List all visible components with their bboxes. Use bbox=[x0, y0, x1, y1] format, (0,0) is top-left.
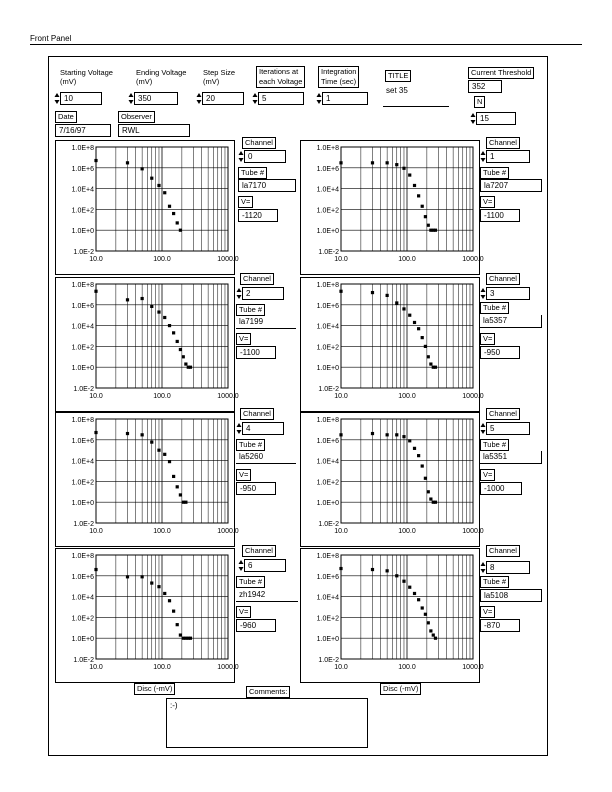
tube-label: Tube # bbox=[480, 439, 509, 451]
data-point bbox=[421, 606, 424, 609]
plot-svg bbox=[56, 413, 239, 546]
y-tick-label: 1.0E-2 bbox=[318, 657, 339, 664]
data-point bbox=[402, 307, 405, 310]
channel-control[interactable] bbox=[236, 422, 284, 435]
data-point bbox=[386, 433, 389, 436]
data-point bbox=[402, 167, 405, 170]
y-tick-label: 1.0E+0 bbox=[71, 228, 94, 236]
data-point bbox=[434, 501, 437, 504]
y-tick-label: 1.0E+8 bbox=[71, 145, 94, 152]
data-point bbox=[182, 355, 185, 358]
tube-field[interactable]: la7170 bbox=[238, 179, 296, 192]
tube-field[interactable]: zh1942 bbox=[236, 589, 298, 602]
data-point bbox=[429, 497, 432, 500]
data-point bbox=[94, 290, 97, 293]
voltage-field[interactable]: -1100 bbox=[480, 209, 520, 222]
channel-label: Channel bbox=[486, 273, 520, 285]
tube-field[interactable]: la5260 bbox=[236, 451, 296, 464]
channel-field[interactable]: 8 bbox=[486, 561, 530, 574]
channel-label: Channel bbox=[486, 408, 520, 420]
y-tick-label: 1.0E-2 bbox=[318, 249, 339, 256]
data-point bbox=[172, 610, 175, 613]
x-tick-label: 100.0 bbox=[153, 393, 171, 400]
channel-field[interactable]: 3 bbox=[486, 287, 530, 300]
data-point bbox=[163, 592, 166, 595]
y-tick-label: 1.0E+6 bbox=[316, 165, 339, 173]
plot-svg bbox=[56, 278, 239, 411]
end-voltage-field[interactable]: 350 bbox=[134, 92, 178, 105]
y-tick-label: 1.0E+2 bbox=[316, 344, 339, 352]
data-point bbox=[168, 324, 171, 327]
iterations-label: Iterations at each Voltage bbox=[256, 66, 305, 88]
data-point bbox=[176, 221, 179, 224]
data-point bbox=[126, 575, 129, 578]
voltage-label: V= bbox=[480, 469, 495, 481]
y-tick-label: 1.0E+6 bbox=[71, 302, 94, 310]
data-point bbox=[421, 464, 424, 467]
tube-field[interactable]: la5108 bbox=[480, 589, 542, 602]
data-point bbox=[413, 184, 416, 187]
plot-channel-4 bbox=[55, 412, 239, 547]
plot-svg bbox=[301, 549, 484, 682]
observer-field[interactable]: RWL bbox=[118, 124, 190, 137]
data-point bbox=[94, 568, 97, 571]
data-point bbox=[179, 229, 182, 232]
channel-control[interactable] bbox=[238, 559, 286, 572]
header-divider bbox=[30, 44, 582, 45]
start-voltage-control[interactable] bbox=[54, 92, 102, 105]
x-tick-label: 100.0 bbox=[398, 664, 416, 671]
data-point bbox=[163, 316, 166, 319]
data-point bbox=[150, 441, 153, 444]
data-point bbox=[176, 340, 179, 343]
channel-field[interactable]: 0 bbox=[244, 150, 286, 163]
data-point bbox=[168, 599, 171, 602]
data-point bbox=[421, 336, 424, 339]
data-point bbox=[386, 569, 389, 572]
channel-label: Channel bbox=[486, 545, 520, 557]
x-tick-label: 10.0 bbox=[89, 393, 103, 400]
title-label: TITLE bbox=[385, 70, 411, 82]
y-tick-label: 1.0E-2 bbox=[318, 386, 339, 393]
x-tick-label: 100.0 bbox=[398, 256, 416, 263]
data-point bbox=[395, 301, 398, 304]
tube-label: Tube # bbox=[480, 302, 509, 314]
data-point bbox=[424, 477, 427, 480]
plot-svg bbox=[56, 141, 239, 274]
data-point bbox=[184, 362, 187, 365]
x-tick-label: 10.0 bbox=[334, 256, 348, 263]
disc-axis-label: Disc (-mV) bbox=[380, 683, 421, 695]
n-label: N bbox=[474, 96, 485, 108]
y-tick-label: 1.0E+4 bbox=[71, 323, 94, 331]
y-tick-label: 1.0E+0 bbox=[71, 500, 94, 508]
data-point bbox=[189, 366, 192, 369]
tube-field[interactable]: la5351 bbox=[480, 451, 542, 464]
voltage-field[interactable]: -950 bbox=[236, 482, 276, 495]
plot-channel-1 bbox=[300, 140, 484, 275]
y-tick-label: 1.0E+0 bbox=[316, 365, 339, 373]
data-point bbox=[427, 355, 430, 358]
data-point bbox=[417, 598, 420, 601]
channel-control[interactable] bbox=[480, 150, 530, 163]
voltage-label: V= bbox=[236, 469, 251, 481]
iterations-field[interactable]: 5 bbox=[258, 92, 304, 105]
y-tick-label: 1.0E+0 bbox=[71, 636, 94, 644]
x-tick-label: 1000.0 bbox=[217, 393, 239, 400]
y-tick-label: 1.0E-2 bbox=[73, 521, 94, 528]
data-point bbox=[126, 432, 129, 435]
y-tick-label: 1.0E+8 bbox=[316, 282, 339, 289]
tube-label: Tube # bbox=[236, 304, 265, 316]
y-tick-label: 1.0E+2 bbox=[71, 344, 94, 352]
x-tick-label: 100.0 bbox=[398, 528, 416, 535]
data-point bbox=[402, 435, 405, 438]
y-tick-label: 1.0E-2 bbox=[318, 521, 339, 528]
data-point bbox=[408, 439, 411, 442]
y-tick-label: 1.0E+4 bbox=[316, 323, 339, 331]
panel-title: Front Panel bbox=[30, 34, 72, 43]
data-point bbox=[427, 490, 430, 493]
end-voltage-control[interactable] bbox=[128, 92, 178, 105]
observer-label: Observer bbox=[118, 111, 155, 123]
y-tick-label: 1.0E+2 bbox=[71, 479, 94, 487]
data-point bbox=[157, 449, 160, 452]
y-tick-label: 1.0E+8 bbox=[71, 417, 94, 424]
data-point bbox=[339, 567, 342, 570]
data-point bbox=[371, 291, 374, 294]
comments-label: Comments: bbox=[246, 686, 290, 698]
data-point bbox=[429, 362, 432, 365]
data-point bbox=[395, 574, 398, 577]
y-tick-label: 1.0E+0 bbox=[316, 500, 339, 508]
plot-svg bbox=[56, 549, 239, 682]
x-tick-label: 100.0 bbox=[153, 528, 171, 535]
x-tick-label: 10.0 bbox=[334, 664, 348, 671]
data-point bbox=[172, 475, 175, 478]
data-point bbox=[417, 194, 420, 197]
data-point bbox=[163, 191, 166, 194]
data-point bbox=[371, 568, 374, 571]
plot-channel-2 bbox=[55, 277, 239, 412]
y-tick-label: 1.0E+4 bbox=[71, 594, 94, 602]
data-point bbox=[150, 581, 153, 584]
data-point bbox=[413, 447, 416, 450]
y-tick-label: 1.0E-2 bbox=[73, 249, 94, 256]
y-tick-label: 1.0E+2 bbox=[316, 207, 339, 215]
data-point bbox=[408, 586, 411, 589]
voltage-label: V= bbox=[236, 606, 251, 618]
channel-label: Channel bbox=[240, 408, 274, 420]
channel-field[interactable]: 5 bbox=[486, 422, 530, 435]
data-point bbox=[172, 212, 175, 215]
current-threshold-label: Current Threshold bbox=[468, 67, 534, 79]
tube-label: Tube # bbox=[238, 167, 267, 179]
data-point bbox=[339, 433, 342, 436]
x-tick-label: 10.0 bbox=[89, 528, 103, 535]
y-tick-label: 1.0E-2 bbox=[73, 386, 94, 393]
data-point bbox=[189, 637, 192, 640]
data-point bbox=[141, 167, 144, 170]
x-tick-label: 1000.0 bbox=[462, 256, 484, 263]
plot-channel-8 bbox=[300, 548, 484, 683]
data-point bbox=[408, 314, 411, 317]
tube-field[interactable]: la7199 bbox=[236, 316, 296, 329]
data-point bbox=[434, 637, 437, 640]
data-point bbox=[402, 580, 405, 583]
y-tick-label: 1.0E+8 bbox=[71, 282, 94, 289]
data-point bbox=[339, 161, 342, 164]
y-tick-label: 1.0E+8 bbox=[316, 553, 339, 560]
channel-label: Channel bbox=[242, 137, 276, 149]
data-point bbox=[163, 453, 166, 456]
data-point bbox=[176, 485, 179, 488]
voltage-field[interactable]: -960 bbox=[236, 619, 276, 632]
y-tick-label: 1.0E+4 bbox=[316, 186, 339, 194]
iterations-control[interactable] bbox=[252, 92, 304, 105]
x-tick-label: 1000.0 bbox=[462, 528, 484, 535]
x-tick-label: 10.0 bbox=[334, 393, 348, 400]
tube-label: Tube # bbox=[480, 167, 509, 179]
step-size-label: Step Size (mV) bbox=[203, 68, 236, 86]
tube-label: Tube # bbox=[236, 576, 265, 588]
plot-channel-3 bbox=[300, 277, 484, 412]
voltage-field[interactable]: -1120 bbox=[238, 209, 278, 222]
data-point bbox=[386, 161, 389, 164]
tube-label: Tube # bbox=[236, 439, 265, 451]
channel-label: Channel bbox=[242, 545, 276, 557]
channel-field[interactable]: 1 bbox=[486, 150, 530, 163]
step-size-control[interactable] bbox=[196, 92, 244, 105]
y-tick-label: 1.0E+6 bbox=[316, 573, 339, 581]
voltage-field[interactable]: -950 bbox=[480, 346, 520, 359]
voltage-label: V= bbox=[480, 196, 495, 208]
x-tick-label: 100.0 bbox=[153, 664, 171, 671]
data-point bbox=[434, 229, 437, 232]
integration-field[interactable]: 1 bbox=[322, 92, 368, 105]
data-point bbox=[141, 433, 144, 436]
data-point bbox=[371, 432, 374, 435]
voltage-label: V= bbox=[480, 606, 495, 618]
integration-label: Integration Time (sec) bbox=[318, 66, 359, 88]
channel-control[interactable] bbox=[480, 561, 530, 574]
comments-field[interactable]: :-) bbox=[166, 698, 368, 748]
data-point bbox=[141, 575, 144, 578]
data-point bbox=[179, 493, 182, 496]
x-tick-label: 1000.0 bbox=[217, 256, 239, 263]
tube-label: Tube # bbox=[480, 576, 509, 588]
data-point bbox=[432, 633, 435, 636]
data-point bbox=[126, 298, 129, 301]
data-point bbox=[150, 177, 153, 180]
data-point bbox=[157, 310, 160, 313]
end-voltage-label: Ending Voltage (mV) bbox=[136, 68, 187, 86]
data-point bbox=[371, 161, 374, 164]
data-point bbox=[94, 431, 97, 434]
data-point bbox=[417, 454, 420, 457]
y-tick-label: 1.0E+6 bbox=[71, 437, 94, 445]
y-tick-label: 1.0E+0 bbox=[71, 365, 94, 373]
data-point bbox=[413, 592, 416, 595]
plot-svg bbox=[301, 413, 484, 546]
y-tick-label: 1.0E+6 bbox=[71, 573, 94, 581]
y-tick-label: 1.0E+8 bbox=[316, 145, 339, 152]
channel-field[interactable]: 4 bbox=[242, 422, 284, 435]
data-point bbox=[184, 501, 187, 504]
channel-label: Channel bbox=[240, 273, 274, 285]
data-point bbox=[172, 331, 175, 334]
x-tick-label: 100.0 bbox=[398, 393, 416, 400]
plot-channel-5 bbox=[300, 412, 484, 547]
x-tick-label: 100.0 bbox=[153, 256, 171, 263]
y-tick-label: 1.0E+2 bbox=[71, 615, 94, 623]
channel-control[interactable] bbox=[236, 287, 284, 300]
plot-svg bbox=[301, 278, 484, 411]
data-point bbox=[176, 623, 179, 626]
n-field[interactable]: 15 bbox=[476, 112, 516, 125]
data-point bbox=[94, 159, 97, 162]
data-point bbox=[408, 173, 411, 176]
data-point bbox=[429, 629, 432, 632]
start-voltage-label: Starting Voltage (mV) bbox=[60, 68, 113, 86]
data-point bbox=[179, 633, 182, 636]
plot-channel-6 bbox=[55, 548, 239, 683]
y-tick-label: 1.0E+8 bbox=[71, 553, 94, 560]
tube-field[interactable]: la7207 bbox=[480, 179, 542, 192]
plot-channel-0 bbox=[55, 140, 239, 275]
integration-control[interactable] bbox=[316, 92, 368, 105]
y-tick-label: 1.0E+4 bbox=[71, 186, 94, 194]
data-point bbox=[427, 621, 430, 624]
data-point bbox=[179, 348, 182, 351]
data-point bbox=[417, 327, 420, 330]
y-tick-label: 1.0E+2 bbox=[316, 479, 339, 487]
voltage-field[interactable]: -870 bbox=[480, 619, 520, 632]
tube-field[interactable]: la5357 bbox=[480, 315, 542, 328]
y-tick-label: 1.0E+4 bbox=[316, 458, 339, 466]
data-point bbox=[395, 163, 398, 166]
x-tick-label: 10.0 bbox=[334, 528, 348, 535]
data-point bbox=[126, 161, 129, 164]
data-point bbox=[424, 215, 427, 218]
voltage-label: V= bbox=[236, 333, 251, 345]
n-control[interactable] bbox=[470, 112, 516, 125]
voltage-field[interactable]: -1000 bbox=[480, 482, 522, 495]
y-tick-label: 1.0E+6 bbox=[316, 302, 339, 310]
channel-label: Channel bbox=[486, 137, 520, 149]
channel-field[interactable]: 2 bbox=[242, 287, 284, 300]
x-tick-label: 1000.0 bbox=[217, 528, 239, 535]
y-tick-label: 1.0E+2 bbox=[71, 207, 94, 215]
x-tick-label: 1000.0 bbox=[217, 664, 239, 671]
y-tick-label: 1.0E+2 bbox=[316, 615, 339, 623]
data-point bbox=[395, 433, 398, 436]
current-threshold-field[interactable]: 352 bbox=[468, 80, 502, 93]
data-point bbox=[386, 294, 389, 297]
date-field[interactable]: 7/16/97 bbox=[55, 124, 111, 137]
data-point bbox=[141, 297, 144, 300]
x-tick-label: 10.0 bbox=[89, 664, 103, 671]
data-point bbox=[424, 345, 427, 348]
voltage-label: V= bbox=[480, 333, 495, 345]
plot-svg bbox=[301, 141, 484, 274]
data-point bbox=[421, 205, 424, 208]
data-point bbox=[157, 184, 160, 187]
step-size-field[interactable]: 20 bbox=[202, 92, 244, 105]
data-point bbox=[339, 290, 342, 293]
data-point bbox=[157, 585, 160, 588]
voltage-field[interactable]: -1100 bbox=[236, 346, 276, 359]
channel-control[interactable] bbox=[480, 422, 530, 435]
channel-control[interactable] bbox=[480, 287, 530, 300]
y-tick-label: 1.0E+0 bbox=[316, 228, 339, 236]
data-point bbox=[434, 366, 437, 369]
y-tick-label: 1.0E+0 bbox=[316, 636, 339, 644]
channel-control[interactable] bbox=[238, 150, 286, 163]
start-voltage-field[interactable]: 10 bbox=[60, 92, 102, 105]
y-tick-label: 1.0E+6 bbox=[316, 437, 339, 445]
x-tick-label: 1000.0 bbox=[462, 664, 484, 671]
y-tick-label: 1.0E+4 bbox=[316, 594, 339, 602]
date-label: Date bbox=[55, 111, 77, 123]
disc-axis-label: Disc (-mV) bbox=[134, 683, 175, 695]
data-point bbox=[424, 613, 427, 616]
data-point bbox=[413, 321, 416, 324]
data-point bbox=[168, 460, 171, 463]
voltage-label: V= bbox=[238, 196, 253, 208]
y-tick-label: 1.0E-2 bbox=[73, 657, 94, 664]
channel-field[interactable]: 6 bbox=[244, 559, 286, 572]
y-tick-label: 1.0E+6 bbox=[71, 165, 94, 173]
y-tick-label: 1.0E+8 bbox=[316, 417, 339, 424]
data-point bbox=[427, 224, 430, 227]
x-tick-label: 1000.0 bbox=[462, 393, 484, 400]
title-field[interactable]: set 35 bbox=[383, 83, 449, 107]
data-point bbox=[168, 205, 171, 208]
y-tick-label: 1.0E+4 bbox=[71, 458, 94, 466]
data-point bbox=[150, 305, 153, 308]
x-tick-label: 10.0 bbox=[89, 256, 103, 263]
